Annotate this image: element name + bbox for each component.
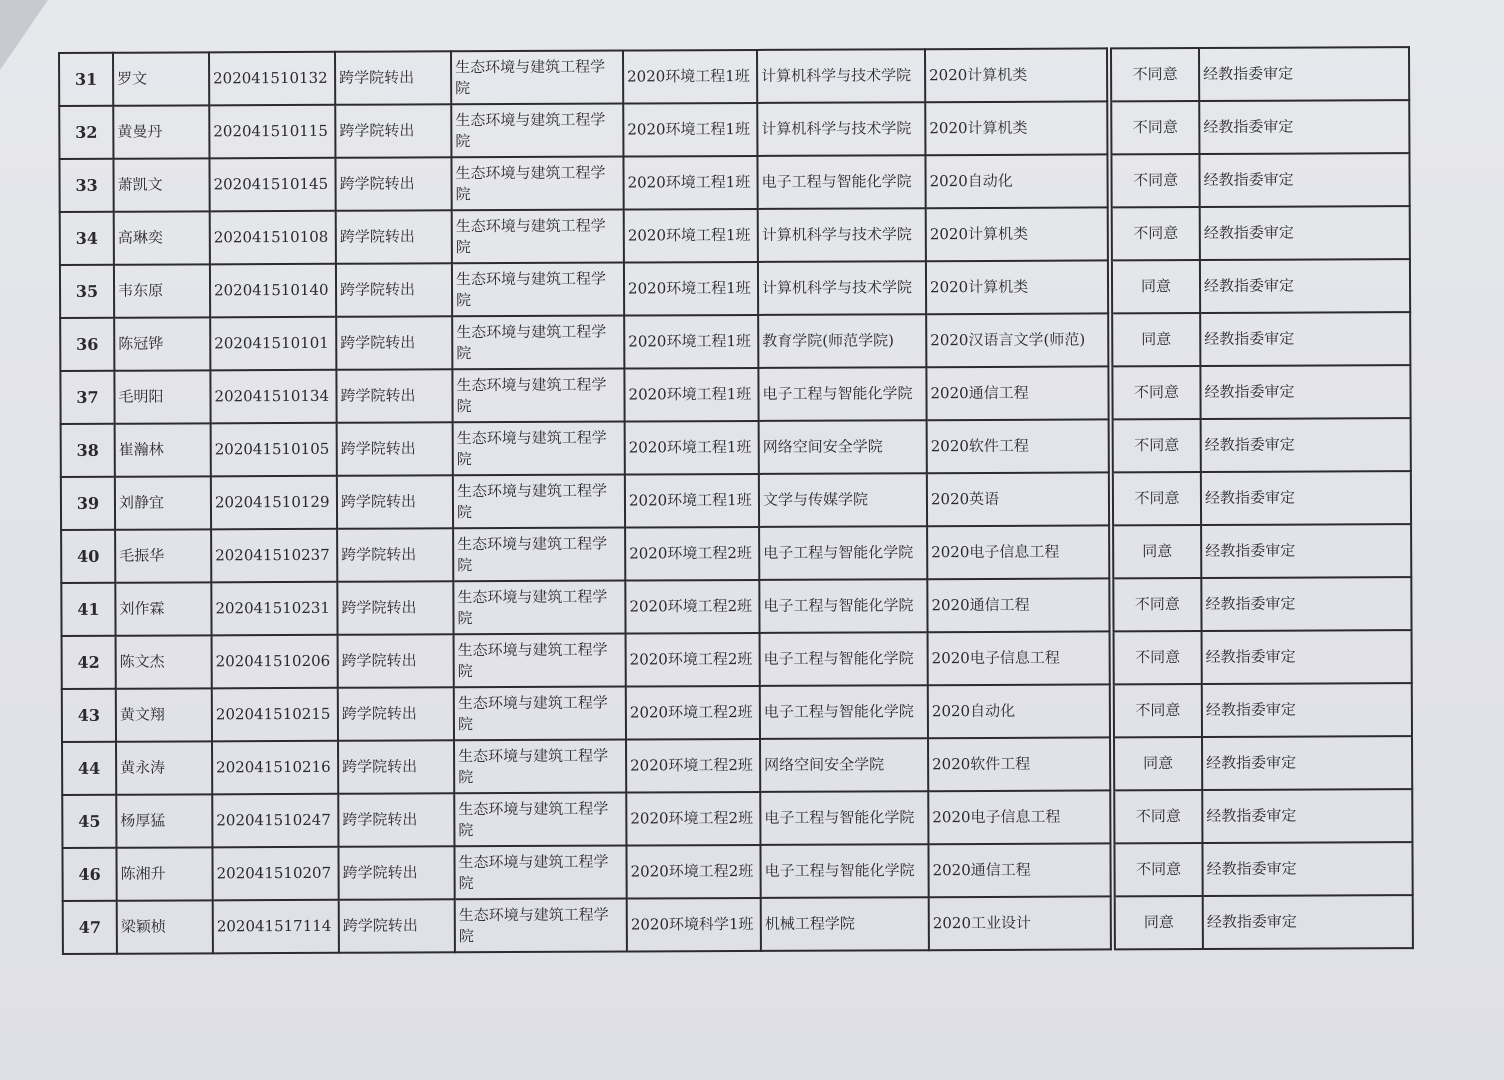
target-major: 2020电子信息工程 (928, 790, 1110, 844)
origin-college: 生态环境与建筑工程学院 (452, 316, 624, 370)
table-row (59, 100, 1409, 159)
student-id: 202041510145 (209, 158, 335, 212)
student-name: 黄永涛 (116, 741, 212, 794)
reviewer-note: 经教指委审定 (1202, 789, 1412, 843)
transfer-type: 跨学院转出 (336, 316, 452, 370)
origin-class: 2020环境工程1班 (625, 474, 759, 528)
transfer-type: 跨学院转出 (336, 210, 452, 264)
target-major: 2020计算机类 (926, 260, 1108, 314)
target-college: 计算机科学与技术学院 (758, 261, 926, 315)
target-college: 文学与传媒学院 (759, 473, 927, 527)
transfer-type: 跨学院转出 (338, 846, 454, 900)
decision: 同意 (1112, 260, 1200, 313)
student-id: 202041517114 (213, 900, 339, 954)
student-name: 毛振华 (115, 529, 211, 582)
target-college: 机械工程学院 (761, 897, 929, 951)
student-name: 陈文杰 (116, 635, 212, 688)
target-college: 计算机科学与技术学院 (757, 49, 925, 103)
target-major: 2020通信工程 (928, 843, 1110, 897)
transfer-type: 跨学院转出 (338, 793, 454, 847)
table-row (60, 365, 1410, 424)
target-major: 2020英语 (927, 472, 1109, 526)
row-number: 35 (60, 265, 114, 318)
decision: 不同意 (1112, 207, 1200, 260)
student-id: 202041510140 (210, 264, 336, 318)
student-name: 罗文 (113, 52, 209, 105)
reviewer-note: 经教指委审定 (1201, 524, 1411, 578)
origin-class: 2020环境工程1班 (625, 421, 759, 475)
row-number: 45 (62, 795, 116, 848)
row-number: 42 (62, 636, 116, 689)
table-row (60, 206, 1410, 265)
table-row (62, 630, 1412, 689)
transfer-type: 跨学院转出 (335, 51, 451, 105)
reviewer-note: 经教指委审定 (1202, 736, 1412, 790)
origin-college: 生态环境与建筑工程学院 (454, 793, 626, 847)
table-row (62, 683, 1412, 742)
origin-class: 2020环境工程1班 (624, 315, 758, 369)
origin-class: 2020环境工程1班 (623, 50, 757, 104)
transfer-type: 跨学院转出 (338, 687, 454, 741)
decision: 同意 (1113, 525, 1201, 578)
reviewer-note: 经教指委审定 (1199, 100, 1409, 154)
origin-college: 生态环境与建筑工程学院 (453, 475, 625, 529)
target-college: 电子工程与智能化学院 (760, 844, 928, 898)
reviewer-note: 经教指委审定 (1200, 365, 1410, 419)
target-major: 2020软件工程 (928, 737, 1110, 791)
decision: 不同意 (1114, 790, 1202, 843)
origin-college: 生态环境与建筑工程学院 (454, 634, 626, 688)
table-row (63, 895, 1413, 954)
row-number: 46 (62, 848, 116, 901)
table-row (60, 259, 1410, 318)
student-name: 毛明阳 (114, 370, 210, 423)
transfer-type: 跨学院转出 (339, 899, 455, 953)
origin-college: 生态环境与建筑工程学院 (451, 104, 623, 158)
row-number: 41 (61, 583, 115, 636)
origin-class: 2020环境工程2班 (626, 845, 760, 899)
student-name: 高琳奕 (114, 211, 210, 264)
student-name: 杨厚猛 (116, 794, 212, 847)
student-name: 萧凯文 (113, 158, 209, 211)
origin-college: 生态环境与建筑工程学院 (451, 51, 623, 105)
target-college: 计算机科学与技术学院 (757, 102, 925, 156)
reviewer-note: 经教指委审定 (1200, 259, 1410, 313)
reviewer-note: 经教指委审定 (1201, 577, 1411, 631)
target-major: 2020工业设计 (929, 896, 1111, 950)
origin-college: 生态环境与建筑工程学院 (452, 263, 624, 317)
origin-class: 2020环境工程2班 (625, 580, 759, 634)
student-id: 202041510206 (212, 635, 338, 689)
row-number: 37 (60, 371, 114, 424)
student-name: 黄曼丹 (113, 105, 209, 158)
target-college: 电子工程与智能化学院 (759, 579, 927, 633)
row-number: 32 (59, 106, 113, 159)
origin-college: 生态环境与建筑工程学院 (452, 210, 624, 264)
table-row (61, 577, 1411, 636)
row-number: 39 (61, 477, 115, 530)
row-number: 36 (60, 318, 114, 371)
student-id: 202041510129 (211, 476, 337, 530)
folded-corner (0, 0, 48, 70)
target-major: 2020计算机类 (926, 207, 1108, 261)
target-major: 2020计算机类 (925, 48, 1107, 102)
decision: 不同意 (1113, 578, 1201, 631)
reviewer-note: 经教指委审定 (1199, 47, 1409, 101)
transfer-type: 跨学院转出 (338, 740, 454, 794)
decision: 不同意 (1114, 684, 1202, 737)
transfer-type: 跨学院转出 (337, 422, 453, 476)
reviewer-note: 经教指委审定 (1201, 418, 1411, 472)
decision: 不同意 (1114, 843, 1202, 896)
reviewer-note: 经教指委审定 (1200, 312, 1410, 366)
origin-class: 2020环境科学1班 (627, 898, 761, 952)
decision: 不同意 (1113, 419, 1201, 472)
student-id: 202041510215 (212, 688, 338, 742)
transfer-type: 跨学院转出 (336, 263, 452, 317)
target-major: 2020软件工程 (927, 419, 1109, 473)
transfer-type: 跨学院转出 (338, 634, 454, 688)
decision: 不同意 (1111, 154, 1199, 207)
reviewer-note: 经教指委审定 (1203, 895, 1413, 949)
reviewer-note: 经教指委审定 (1200, 206, 1410, 260)
target-college: 电子工程与智能化学院 (760, 685, 928, 739)
decision: 不同意 (1112, 366, 1200, 419)
transfer-type: 跨学院转出 (337, 581, 453, 635)
target-college: 网络空间安全学院 (759, 420, 927, 474)
origin-class: 2020环境工程1班 (623, 156, 757, 210)
reviewer-note: 经教指委审定 (1202, 630, 1412, 684)
student-id: 202041510105 (211, 423, 337, 477)
origin-class: 2020环境工程2班 (626, 633, 760, 687)
row-number: 40 (61, 530, 115, 583)
origin-college: 生态环境与建筑工程学院 (453, 528, 625, 582)
target-major: 2020通信工程 (927, 578, 1109, 632)
origin-class: 2020环境工程2班 (626, 739, 760, 793)
student-id: 202041510237 (211, 529, 337, 583)
student-name: 陈冠铧 (114, 317, 210, 370)
target-college: 电子工程与智能化学院 (760, 791, 928, 845)
origin-college: 生态环境与建筑工程学院 (453, 422, 625, 476)
target-college: 电子工程与智能化学院 (758, 367, 926, 421)
origin-college: 生态环境与建筑工程学院 (454, 687, 626, 741)
row-number: 44 (62, 742, 116, 795)
student-id: 202041510115 (209, 105, 335, 159)
transfer-type: 跨学院转出 (335, 157, 451, 211)
target-college: 电子工程与智能化学院 (757, 155, 925, 209)
row-number: 43 (62, 689, 116, 742)
reviewer-note: 经教指委审定 (1201, 471, 1411, 525)
transfer-type: 跨学院转出 (336, 369, 452, 423)
target-major: 2020汉语言文学(师范) (926, 313, 1108, 367)
target-major: 2020自动化 (928, 684, 1110, 738)
student-id: 202041510247 (212, 794, 338, 848)
table-row (61, 524, 1411, 583)
origin-class: 2020环境工程2班 (625, 527, 759, 581)
reviewer-note: 经教指委审定 (1199, 153, 1409, 207)
student-id: 202041510207 (212, 847, 338, 901)
student-id: 202041510108 (210, 211, 336, 265)
origin-class: 2020环境工程1班 (624, 368, 758, 422)
target-major: 2020电子信息工程 (927, 525, 1109, 579)
origin-college: 生态环境与建筑工程学院 (452, 369, 624, 423)
target-major: 2020计算机类 (925, 101, 1107, 155)
transfer-type: 跨学院转出 (337, 475, 453, 529)
origin-college: 生态环境与建筑工程学院 (454, 846, 626, 900)
row-number: 47 (63, 901, 117, 954)
table-body (59, 47, 1413, 954)
target-major: 2020通信工程 (926, 366, 1108, 420)
target-college: 电子工程与智能化学院 (760, 632, 928, 686)
target-college: 计算机科学与技术学院 (758, 208, 926, 262)
table-row (62, 789, 1412, 848)
transfer-type: 跨学院转出 (335, 104, 451, 158)
decision: 不同意 (1114, 631, 1202, 684)
decision: 同意 (1114, 737, 1202, 790)
reviewer-note: 经教指委审定 (1202, 842, 1412, 896)
table-row (61, 418, 1411, 477)
origin-class: 2020环境工程2班 (626, 686, 760, 740)
table-row (61, 471, 1411, 530)
origin-college: 生态环境与建筑工程学院 (453, 581, 625, 635)
reviewer-note: 经教指委审定 (1202, 683, 1412, 737)
row-number: 34 (60, 212, 114, 265)
student-name: 陈湘升 (116, 847, 212, 900)
student-id: 202041510216 (212, 741, 338, 795)
table-row (60, 312, 1410, 371)
target-college: 教育学院(师范学院) (758, 314, 926, 368)
student-name: 崔瀚林 (115, 423, 211, 476)
target-college: 电子工程与智能化学院 (759, 526, 927, 580)
decision: 同意 (1115, 896, 1203, 949)
table-row (62, 842, 1412, 901)
target-college: 网络空间安全学院 (760, 738, 928, 792)
origin-class: 2020环境工程1班 (624, 262, 758, 316)
decision: 不同意 (1111, 101, 1199, 154)
table-row (62, 736, 1412, 795)
table-row (59, 47, 1409, 106)
target-major: 2020电子信息工程 (928, 631, 1110, 685)
row-number: 33 (59, 159, 113, 212)
student-name: 韦东原 (114, 264, 210, 317)
student-name: 刘静宜 (115, 476, 211, 529)
student-id: 202041510132 (209, 52, 335, 106)
student-id: 202041510101 (210, 317, 336, 371)
origin-class: 2020环境工程1班 (623, 103, 757, 157)
decision: 不同意 (1111, 48, 1199, 101)
origin-college: 生态环境与建筑工程学院 (454, 740, 626, 794)
transfer-table (58, 46, 1414, 955)
student-id: 202041510134 (210, 370, 336, 424)
student-id: 202041510231 (211, 582, 337, 636)
table-row (59, 153, 1409, 212)
decision: 不同意 (1113, 472, 1201, 525)
row-number: 38 (61, 424, 115, 477)
target-major: 2020自动化 (925, 154, 1107, 208)
origin-class: 2020环境工程2班 (626, 792, 760, 846)
student-name: 刘作霖 (115, 582, 211, 635)
decision: 同意 (1112, 313, 1200, 366)
origin-class: 2020环境工程1班 (624, 209, 758, 263)
student-name: 黄文翔 (116, 688, 212, 741)
origin-college: 生态环境与建筑工程学院 (451, 157, 623, 211)
transfer-type: 跨学院转出 (337, 528, 453, 582)
student-name: 梁颖桢 (117, 900, 213, 953)
origin-college: 生态环境与建筑工程学院 (455, 899, 627, 953)
row-number: 31 (59, 53, 113, 106)
